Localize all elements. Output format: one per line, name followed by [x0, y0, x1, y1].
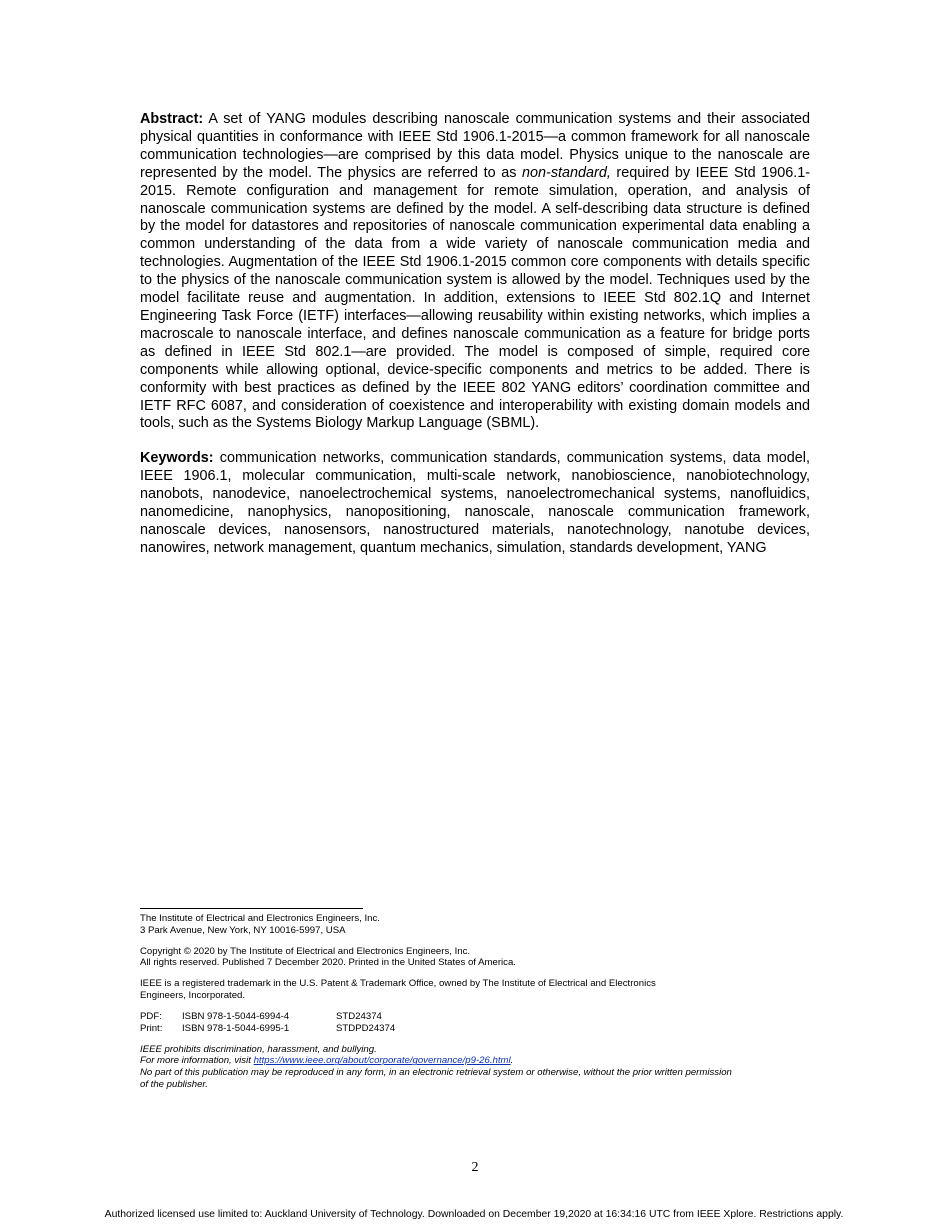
publisher-address: 3 Park Avenue, New York, NY 10016-5997, USA [140, 924, 346, 936]
more-info-prefix: For more information, visit [140, 1055, 254, 1067]
abstract-text-part2: required by IEEE Std 1906.1-2015. Remote configuration and management for remote simulation, operation, and analysis of nanoscale communication systems are defined by the model. A self-describing data structure is defined by the model for datastores and repositories of nanoscale communication experimental data enabling a common understanding of the data from a wide variety of nanoscale communication media and technologies. Augmentation of the IEEE Std 1906.1-2015 common core components with details specific to the physics of the nanoscale communication system is allowed by the model. Techniques used by the model facilitate reuse and augmentation. In addition, extensions to IEEE Std 802.1Q and Internet Engineering Task Force (IETF) interfaces—allowing reusability within existing networks, which implies a macroscale to nanoscale interface, and defines nanoscale communication as a feature for bridge ports as defined in IEEE Std 802.1—are provided. The model is composed of simple, required core components while allowing optional, device-specific components and metrics to be added. There is conformity with best practices as defined by the IEEE 802 YANG editors’ coordination committee and IETF RFC 6087, and consideration of coexistence and interoperability with existing domain models and tools, such as the Systems Biology Markup Language (SBML). [140, 164, 810, 432]
isbn-block [140, 1011, 811, 1034]
abstract-italic-term: non-standard, [522, 164, 611, 181]
reproduction-line-1: No part of this publication may be reproduced in any form, in an electronic retrieval system or otherwise, without the prior written permission [140, 1066, 732, 1078]
footnotes [140, 908, 811, 1100]
isbn-code: STDPD24374 [336, 1022, 396, 1034]
copyright-block [140, 946, 811, 969]
governance-link[interactable]: https://www.ieee.org/about/corporate/governance/p9-26.html [253, 1055, 511, 1067]
copyright-line: Copyright © 2020 by The Institute of Electrical and Electronics Engineers, Inc. [140, 945, 471, 957]
reproduction-line-2: of the publisher. [140, 1078, 208, 1090]
isbn-row-print [140, 1023, 811, 1035]
rights-line: All rights reserved. Published 7 December 2020. Printed in the United States of America. [140, 957, 516, 969]
more-info-line [140, 1055, 811, 1067]
legal-block [140, 1044, 811, 1090]
page-number: 2 [471, 1160, 479, 1175]
abstract-paragraph [140, 111, 810, 433]
trademark-line-2: Engineers, Incorporated. [140, 989, 246, 1001]
trademark-line-1: IEEE is a registered trademark in the U.S. Patent & Trademark Office, owned by The Institute of Electrical and Electronics [140, 978, 656, 990]
license-notice: Authorized licensed use limited to: Auckland University of Technology. Downloaded on December 19,2020 at 16:34:16 UTC from IEEE Xplore. Restrictions apply. [104, 1209, 844, 1220]
isbn-number: ISBN 978-1-5044-6995-1 [182, 1022, 290, 1034]
publisher-block [140, 913, 811, 936]
more-info-suffix: . [510, 1055, 514, 1067]
abstract-label: Abstract: [140, 111, 204, 127]
footnote-divider [140, 908, 363, 909]
main-content [140, 111, 810, 558]
isbn-format: PDF: [140, 1011, 162, 1023]
trademark-block [140, 978, 811, 1001]
keywords-paragraph [140, 450, 810, 557]
abstract-text-part1: A set of YANG modules describing nanoscale communication systems and their associated physical quantities in conformance with IEEE Std 1906.1-2015—a common framework for all nanoscale communication technologies—are comprised by this data model. Physics unique to the nanoscale are represented by the model. The physics are referred to as [140, 111, 810, 181]
isbn-row-pdf [140, 1011, 811, 1023]
isbn-number: ISBN 978-1-5044-6994-4 [182, 1011, 290, 1023]
publisher-name: The Institute of Electrical and Electronics Engineers, Inc. [140, 913, 380, 924]
isbn-code: STD24374 [336, 1011, 382, 1023]
keywords-label: Keywords: [140, 450, 214, 467]
keywords-text: communication networks, communication standards, communication systems, data model, IEEE 1906.1, molecular communication, multi-scale network, nanobioscience, nanobiotechnology, nanobots, nanodevice, nanoelectrochemical systems, nanoelectromechanical systems, nanofluidics, nanomedicine, nanophysics, nanopositioning, nanoscale, nanoscale communication framework, nanoscale devices, nanosensors, nanostructured materials, nanotechnology, nanotube devices, nanowires, network management, quantum mechanics, simulation, standards development, YANG [140, 450, 810, 556]
prohibits-line: IEEE prohibits discrimination, harassment, and bullying. [140, 1043, 377, 1055]
isbn-format: Print: [140, 1022, 163, 1034]
